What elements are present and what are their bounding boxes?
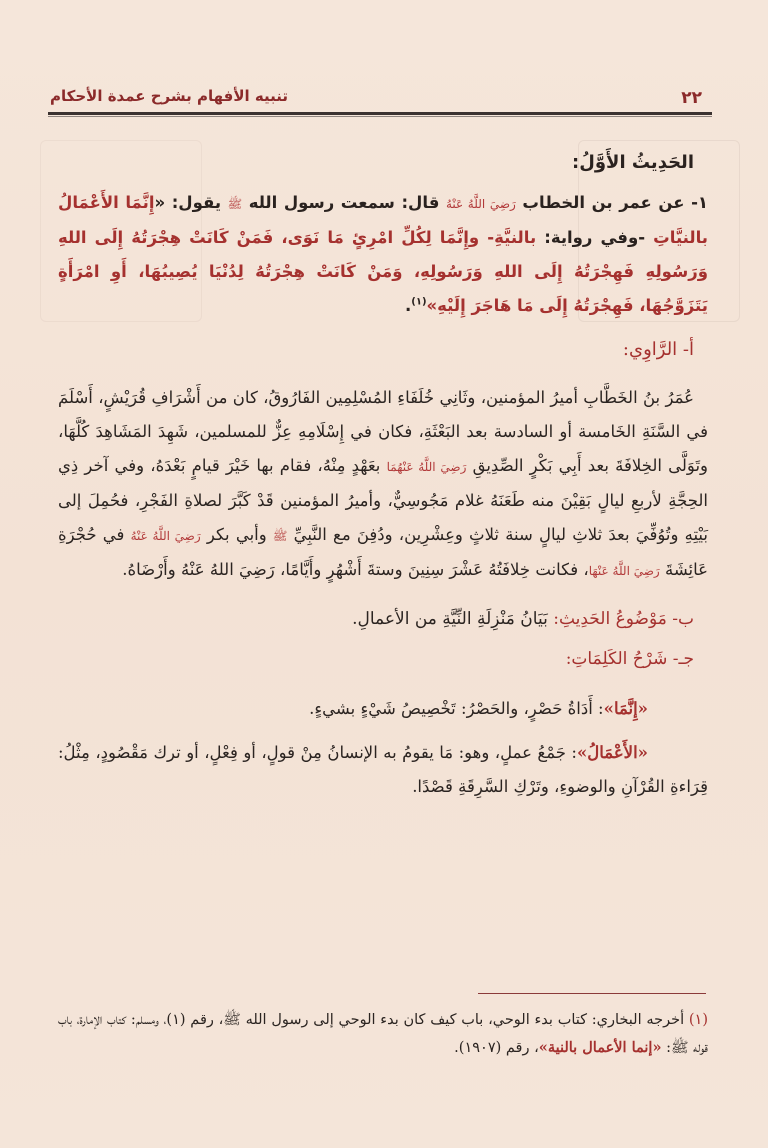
term-label-aamal: «الأَعْمَالُ» — [576, 743, 648, 762]
bio-part-4: في حُجْرَةِ عَائِشَةَ — [58, 525, 708, 579]
footnote-line-2b: ، رقم (١٩٠٧). — [454, 1040, 539, 1056]
bio-part-5: ، فكانت خِلافَتُهُ عَشْرَ سِنِينَ وستةَ أَشْهُرٍ وأَيَّامًا، رَضِيَ اللهُ عَنْهُ وأَرْضَاهُ. — [122, 560, 589, 579]
hadith-said: قال: سمعت رسول الله — [248, 193, 440, 212]
main-content — [58, 140, 708, 804]
footnote-line-1: أخرجه البخاري: كتاب بدء الوحي، باب كيف كان بدء الوحي إلى رسول الله ﷺ، رقم (١)، — [163, 1012, 685, 1028]
hadith-title: الحَدِيثُ الأَوَّلُ: — [572, 152, 694, 173]
footnote-number: (١) — [688, 1012, 708, 1028]
hadith-riwaya: -وفي رواية: — [536, 228, 654, 247]
term-label-innama: «إِنَّمَا» — [603, 699, 648, 718]
bio-part-2: بعَهْدٍ مِنْهُ، فقام بها خَيْرَ قيامٍ بَعْدَهُ، وفي آخر ذِي الحِجَّةِ لأربعِ ليالٍ بَقِيْنَ منه طَعَنَهُ غلام مَجُوسِيٌّ، وأميرُ المؤمنين قَدْ كَبَّرَ لصلاةِ الفَجْرِ، فحُمِلَ إلى بَيْتِهِ وتُوُفِّيَ بعدَ ثلاثِ ليالٍ سنة ثلاثٍ وعِشْرِين، ودُفِنَ مع النَّبِيِّ — [58, 456, 709, 544]
hadith-end: . — [404, 296, 412, 315]
hadith-text-2: بالنيَّةِ — [494, 228, 537, 247]
topic-text: بَيَانُ مَنْزِلَةِ النِّيَّةِ من الأعمالِ. — [352, 609, 548, 629]
narrator-heading: أ- الرَّاوِي: — [622, 339, 694, 360]
topic-label: ب- مَوْضُوعُ الحَدِيثِ: — [553, 609, 694, 629]
bio-part-1: عُمَرُ بنُ الخَطَّابِ أميرُ المؤمنين، وثَانِي خُلَفَاءِ المُسْلِمِين الفَارُوقُ، كان من أَشْرَافِ قُرَيْشٍ، أَسْلَمَ في السَّنَةِ الخَامسة أو السادسة بعد البَعْثَةِ، فكان في إِسْلَامِهِ عِزٌّ للمسلمين، شَهِدَ المَشَاهِدَ كُلَّهَا، وتَوَلَّى الخِلافَةَ بعد أَبِي بَكْرٍ الصِّدِيقِ — [58, 388, 709, 475]
hadith-text-1: إِنَّمَا الأَعْمَالُ بالنيَّاتِ — [58, 193, 709, 247]
narrator-bio — [58, 381, 708, 588]
hadith-says: يقول: « — [154, 193, 222, 212]
term-def-innama: : أَدَاةُ حَصْرٍ، والحَصْرُ: تَخْصِيصُ شَيْءٍ بشيءٍ. — [309, 699, 604, 718]
explanation-heading: جـ- شَرْحُ الكَلِمَاتِ: — [565, 649, 694, 669]
honorific-ra-dual: رَضِيَ اللَّهُ عَنْهُمَا — [386, 460, 467, 474]
page-header — [48, 88, 712, 114]
bio-part-3: وأبي بكر — [206, 525, 267, 544]
footnote-separator — [478, 993, 706, 994]
page-number: ٢٢ — [681, 88, 702, 108]
hadith-paragraph — [58, 186, 708, 323]
honorific-saw: ﷺ — [227, 197, 243, 211]
footnote-1 — [58, 1006, 708, 1062]
footnotes — [58, 1006, 708, 1062]
hadith-text-3: - وإِنَّمَا لِكُلِّ امْرِئٍ مَا نَوَى، فَمَنْ كَانَتْ هِجْرَتُهُ إِلَى اللهِ وَرَسُولِهِ فَهِجْرَتُهُ إِلَى اللهِ وَرَسُولِهِ، وَمَنْ كَانَتْ هِجْرَتُهُ لِدُنْيَا يُصِيبُهَا، أَوِ امْرَأَةٍ يَتَزَوَّجُهَا، فَهِجْرَتُهُ إِلَى مَا هَاجَرَ إِلَيْهِ» — [58, 228, 708, 315]
footnote-ref[interactable]: (١) — [411, 296, 427, 308]
term-innama — [58, 692, 708, 726]
honorific-saw-2: ﷺ — [272, 529, 288, 543]
term-aamal — [58, 736, 708, 804]
hadith-intro: ١- عن عمر بن الخطاب — [522, 193, 708, 212]
term-def-aamal: : جَمْعُ عملٍ، وهو: مَا يقومُ به الإنسانُ مِنْ قولٍ، أو فِعْلٍ، أو ترك مَقْصُودٍ، مِثْلُ: قِرَاءةِ القُرْآنِ والوضوءِ، وتَرْكِ السَّرِقَةِ قَصْدًا. — [58, 743, 708, 796]
honorific-ra-3: رَضِيَ اللَّهُ عَنْهَا — [588, 564, 660, 578]
footnote-quote: «إنما الأعمال بالنية» — [538, 1039, 662, 1056]
header-rule — [48, 112, 712, 115]
hadith-topic — [58, 602, 694, 636]
honorific-ra: رَضِيَ اللَّهُ عَنْهُ — [445, 197, 516, 211]
running-title: تنبيه الأفهام بشرح عمدة الأحكام — [50, 87, 288, 105]
honorific-ra-2: رَضِيَ اللَّهُ عَنْهُ — [130, 529, 201, 543]
header-rule-thin — [48, 116, 712, 117]
footnote-line-2a: ومسلم: كتاب الإمارة، باب قوله ﷺ: — [58, 1012, 708, 1056]
